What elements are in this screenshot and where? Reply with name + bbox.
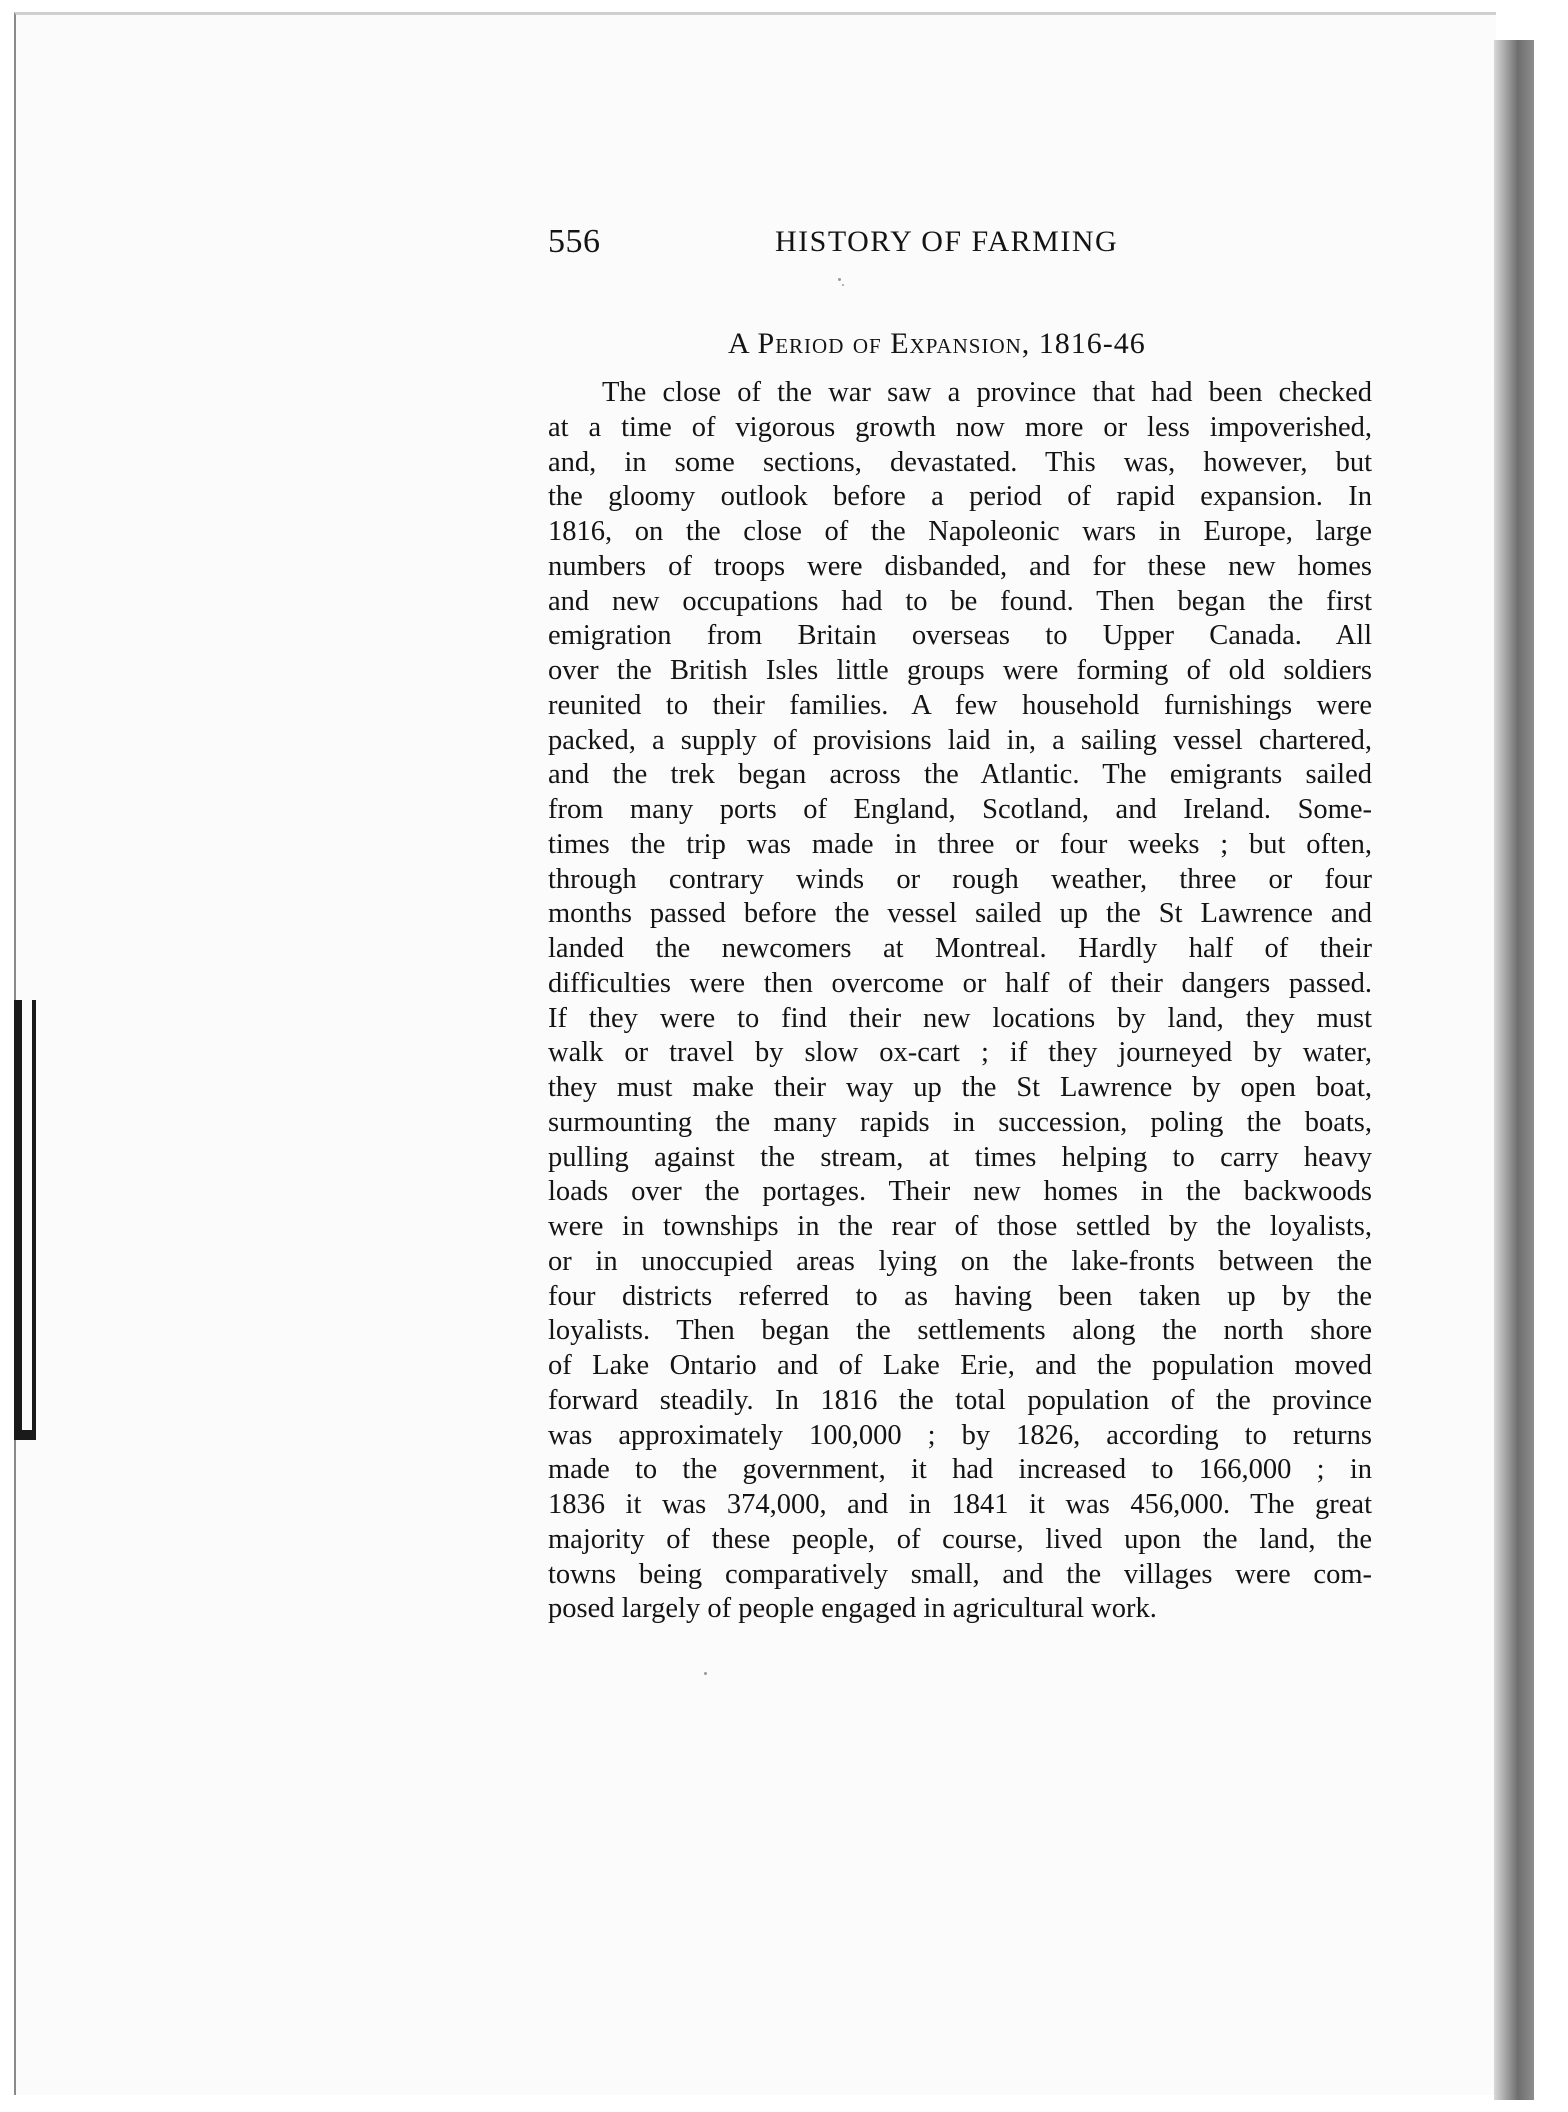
text-line: landed the newcomers at Montreal. Hardly half of their: [548, 933, 1372, 964]
text-line: loads over the portages. Their new homes in the backwoods: [548, 1176, 1372, 1208]
section-heading: A Period of Expansion, 1816-46: [728, 327, 1146, 360]
text-line: posed largely of people engaged in agricultural work.: [548, 1593, 1157, 1625]
text-line: and, in some sections, devastated. This was, however, but: [548, 446, 1372, 478]
text-line: were in townships in the rear of those settled by the loyalists,: [548, 1211, 1372, 1242]
text-line: loyalists. Then began the settlements along the north shore: [548, 1315, 1372, 1347]
text-line: emigration from Britain overseas to Upper Canada. All: [548, 620, 1372, 652]
text-line: surmounting the many rapids in succession, poling the boats,: [548, 1106, 1372, 1138]
text-line: made to the government, it had increased to 166,000 ; in: [548, 1454, 1372, 1486]
text-line: of Lake Ontario and of Lake Erie, and the population moved: [548, 1350, 1372, 1381]
text-line: If they were to find their new locations by land, they must: [548, 1002, 1372, 1034]
text-line: packed, a supply of provisions laid in, a sailing vessel chartered,: [548, 724, 1372, 756]
text-line: was approximately 100,000 ; by 1826, according to returns: [548, 1419, 1372, 1451]
book-title: HISTORY OF FARMING: [775, 225, 1119, 258]
text-line: 1836 it was 374,000, and in 1841 it was 456,000. The great: [548, 1489, 1372, 1520]
text-line: and the trek began across the Atlantic. The emigrants sailed: [548, 759, 1372, 791]
text-line: months passed before the vessel sailed up the St Lawrence and: [548, 898, 1372, 930]
page-edge-shadow: [1494, 40, 1534, 2100]
page-number: 556: [548, 223, 601, 260]
text-line: difficulties were then overcome or half of their dangers passed.: [548, 967, 1372, 999]
text-line: reunited to their families. A few household furnishings were: [548, 689, 1372, 721]
text-line: and new occupations had to be found. Then began the first: [548, 585, 1372, 617]
text-line: numbers of troops were disbanded, and for these new homes: [548, 550, 1372, 582]
text-line: through contrary winds or rough weather, three or four: [548, 863, 1372, 895]
running-head: [548, 220, 1158, 264]
text-line: towns being comparatively small, and the villages were com-: [548, 1558, 1372, 1590]
text-line: they must make their way up the St Lawrence by open boat,: [548, 1072, 1372, 1103]
text-line: pulling against the stream, at times helping to carry heavy: [548, 1141, 1372, 1173]
text-line: or in unoccupied areas lying on the lake-fronts between the: [548, 1245, 1372, 1277]
text-line: 1816, on the close of the Napoleonic wars in Europe, large: [548, 516, 1372, 547]
text-line: from many ports of England, Scotland, and Ireland. Some-: [548, 794, 1372, 825]
text-line: majority of these people, of course, lived upon the land, the: [548, 1523, 1372, 1555]
text-line: over the British Isles little groups were forming of old soldiers: [548, 655, 1372, 686]
text-line: times the trip was made in three or four weeks ; but often,: [548, 828, 1372, 860]
body-paragraph: [548, 376, 1372, 1627]
text-line: four districts referred to as having been taken up by the: [548, 1280, 1372, 1312]
scan-margin: [1534, 40, 1568, 2112]
text-line: forward steadily. In 1816 the total population of the province: [548, 1384, 1372, 1416]
binding-gap: [22, 1000, 32, 1430]
text-line: The close of the war saw a province that had been checked: [602, 377, 1372, 408]
text-line: at a time of vigorous growth now more or less impoverished,: [548, 411, 1372, 443]
text-line: walk or travel by slow ox-cart ; if they journeyed by water,: [548, 1037, 1372, 1069]
text-line: the gloomy outlook before a period of rapid expansion. In: [548, 481, 1372, 513]
